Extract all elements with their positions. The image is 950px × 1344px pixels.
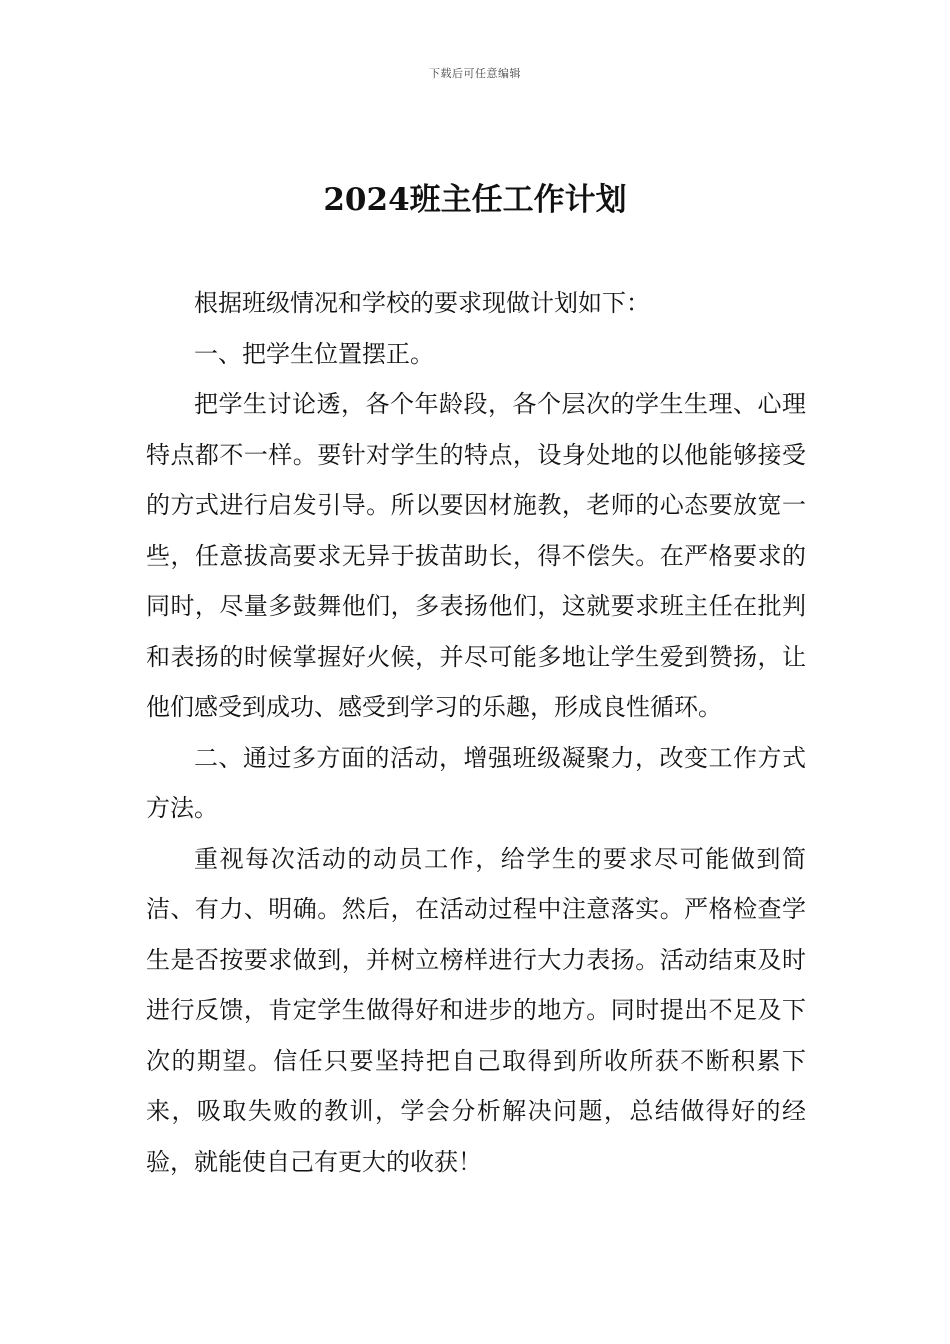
section-one-paragraph: 把学生讨论透，各个年龄段，各个层次的学生生理、心理特点都不一样。要针对学生的特点，设身处地的以他能够接受的方式进行启发引导。所以要因材施教，老师的心态要放宽一些，任意拔高要求无异于拔苗助长，得不偿失。在严格要求的同时，尽量多鼓舞他们，多表扬他们，这就要求班主任在批判和表扬的时候掌握好火候，并尽可能多地让学生爱到赞扬，让他们感受到成功、感受到学习的乐趣，形成良性循环。: [146, 390, 806, 721]
section-two-heading: 二、通过多方面的活动，增强班级凝聚力，改变工作方式方法。: [146, 743, 806, 822]
section-two-paragraph: 重视每次活动的动员工作，给学生的要求尽可能做到简洁、有力、明确。然后，在活动过程中注意落实。严格检查学生是否按要求做到，并树立榜样进行大力表扬。活动结束及时进行反馈，肯定学生做得好和进步的地方。同时提出不足及下次的期望。信任只要坚持把自己取得到所收所获不断积累下来，吸取失败的教训，学会分析解决问题，总结做得好的经验，就能使自己有更大的收获！: [146, 844, 806, 1176]
intro-paragraph: 根据班级情况和学校的要求现做计划如下：: [194, 289, 650, 317]
section-one-heading: 一、把学生位置摆正。: [194, 339, 434, 368]
document-title: 2024班主任工作计划: [323, 182, 627, 218]
document-body: [146, 278, 806, 1187]
page-header-note: 下载后可任意编辑: [429, 67, 521, 80]
